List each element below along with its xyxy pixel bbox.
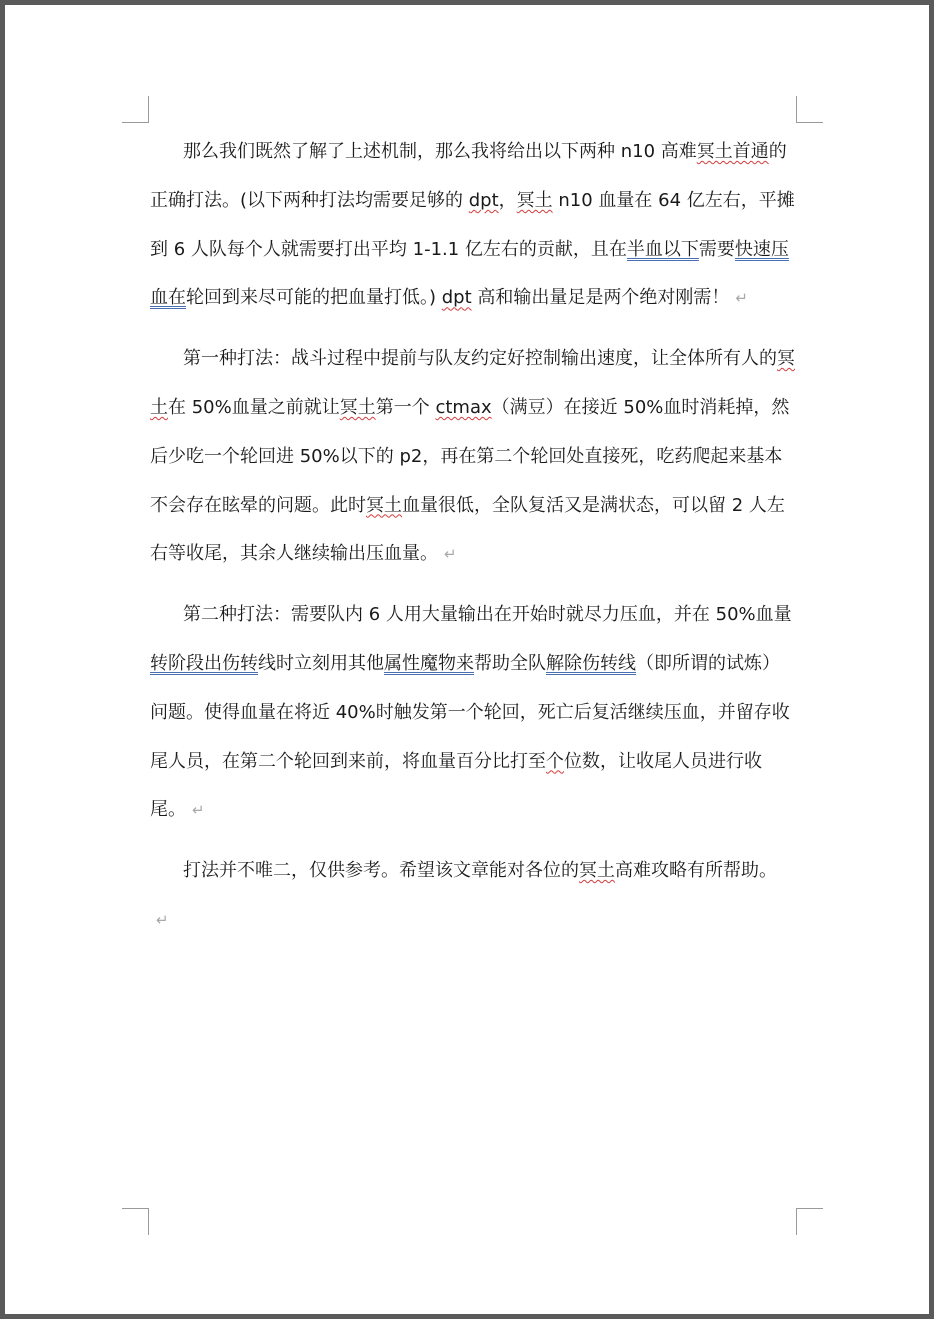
text-run: 轮回到来尽可能的把血量打低。)	[186, 287, 442, 309]
paragraph-1	[150, 128, 795, 323]
text-run: 打法并不唯二，仅供参考。希望该文章能对各位的	[183, 860, 579, 882]
text-run: 那么我们既然了解了上述机制，那么我将给出以下两种 n10 高难	[183, 141, 697, 162]
spellcheck-word: dpt	[441, 287, 472, 309]
margin-corner-bottom-left	[122, 1208, 149, 1235]
text-run: 第一个	[375, 396, 436, 418]
paragraph-mark-icon: ↵	[156, 910, 169, 929]
text-run: 在 50%血量之前就让	[168, 396, 340, 418]
text-run: 血量很低，全队复活又是满状态，可以留 2 人左右等收尾，其余人继续输出压血量。	[150, 494, 785, 565]
paragraph-mark-icon: ↵	[735, 289, 748, 308]
text-run: 第一种打法：战斗过程中提前与队友约定好控制输出速度，让全体所有人的	[183, 348, 777, 370]
paragraph-mark-icon: ↵	[192, 801, 205, 820]
spellcheck-word: 个	[546, 750, 564, 772]
text-run: 高和输出量足是两个绝对刚需！	[471, 287, 730, 309]
text-run: （满豆）在接近 50%血时消耗掉，然后少吃一个轮回进 50%以下的 p2，再在第二个轮回处直接死，吃药爬起来基本不会存在眩晕的问题。此时	[150, 396, 790, 516]
text-run: 需要	[698, 238, 735, 260]
spellcheck-word: 冥土	[366, 494, 402, 516]
text-run: 高难攻略有所帮助。	[615, 860, 777, 882]
margin-corner-top-right	[796, 96, 823, 123]
document-body[interactable]	[150, 128, 795, 957]
grammar-flagged-text: 解除伤转线	[546, 652, 636, 674]
spellcheck-word: 冥土	[150, 348, 795, 418]
spellcheck-word: 冥土	[339, 396, 376, 418]
grammar-flagged-text: 半血以下	[626, 238, 699, 260]
grammar-flagged-text: 属性魔物来	[384, 652, 474, 674]
spellcheck-word: dpt	[468, 189, 499, 211]
text-run: 帮助全队	[474, 652, 546, 674]
paragraph-2	[150, 335, 795, 579]
text-run: 位数，让收尾人员进行收尾。	[150, 750, 762, 821]
text-run: 的正确打法。(以下两种打法均需要足够的	[150, 141, 787, 211]
paragraph-4	[150, 847, 795, 945]
spellcheck-word: 冥土首通	[696, 141, 769, 162]
text-run: 线时立刻用其他	[258, 652, 384, 674]
grammar-flagged-text: 快速压血在	[150, 238, 789, 309]
spellcheck-word: 冥土	[579, 860, 615, 882]
text-run: 第二种打法：需要队内 6 人用大量输出在开始时就尽力压血，并在 50%血量	[183, 604, 792, 626]
spellcheck-word: 冥土	[516, 189, 553, 211]
margin-corner-top-left	[122, 96, 149, 123]
text-run: n10 血量在 64 亿左右，平摊到 6 人队每个人就需要打出平均 1-1.1 亿左右的贡献，且在	[150, 189, 795, 260]
paragraph-mark-icon: ↵	[444, 545, 457, 564]
text-run: （即所谓的试炼）问题。使得血量在将近 40%时触发第一个轮回，死亡后复活继续压血，并留存收尾人员，在第二个轮回到来前，将血量百分比打至	[150, 652, 790, 772]
margin-corner-bottom-right	[796, 1208, 823, 1235]
grammar-flagged-text: 转阶段出伤转	[150, 652, 258, 674]
paragraph-3	[150, 591, 795, 835]
spellcheck-word: ctmax	[435, 396, 492, 418]
text-run: ，	[498, 189, 517, 211]
